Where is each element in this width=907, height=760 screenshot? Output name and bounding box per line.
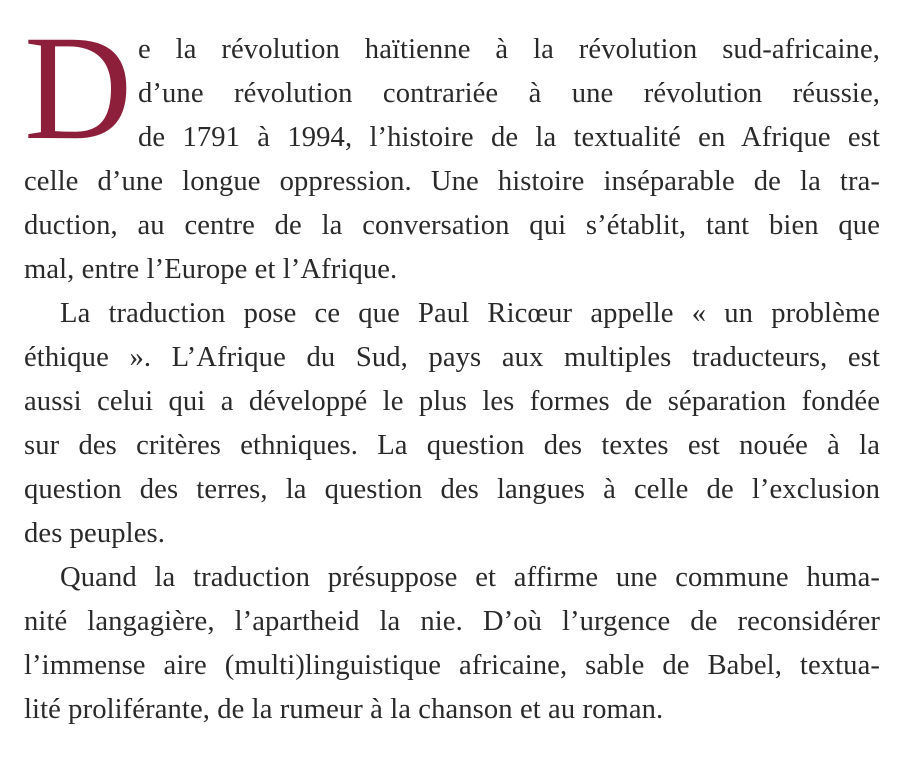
paragraph-line: de 1791 à 1994, l’histoire de la textualité en Afrique est [138,122,880,153]
drop-cap: D [24,5,133,171]
paragraph-line: mal, entre l’Europe et l’Afrique. [24,254,398,285]
paragraph-line: lité proliférante, de la rumeur à la chanson et au roman. [24,694,664,725]
paragraph-line: question des terres, la question des langues à celle de l’exclusion [24,474,880,505]
paragraph-line: aussi celui qui a développé le plus les formes de séparation fondée [24,386,880,417]
paragraph-1 [24,5,880,292]
paragraph-3 [24,556,880,732]
paragraph-line: La traduction pose ce que Paul Ricœur appelle « un problème [60,298,880,329]
paragraph-line: celle d’une longue oppression. Une histoire inséparable de la tra- [24,166,880,197]
paragraph-line: sur des critères ethniques. La question des textes est nouée à la [24,430,880,461]
paragraph-line: duction, au centre de la conversation qui s’établit, tant bien que [24,210,880,241]
paragraph-2 [24,292,880,556]
paragraph-line: d’une révolution contrariée à une révolution réussie, [138,78,880,109]
paragraph-line: nité langagière, l’apartheid la nie. D’où l’urgence de reconsidérer [24,606,880,637]
paragraph-line: des peuples. [24,518,165,549]
document-page [24,5,880,732]
paragraph-line: Quand la traduction présuppose et affirme une commune huma- [60,562,880,593]
paragraph-line: e la révolution haïtienne à la révolution sud-africaine, [138,34,880,65]
paragraph-line: éthique ». L’Afrique du Sud, pays aux multiples traducteurs, est [24,342,880,373]
paragraph-line: l’immense aire (multi)linguistique africaine, sable de Babel, textua- [24,650,880,681]
